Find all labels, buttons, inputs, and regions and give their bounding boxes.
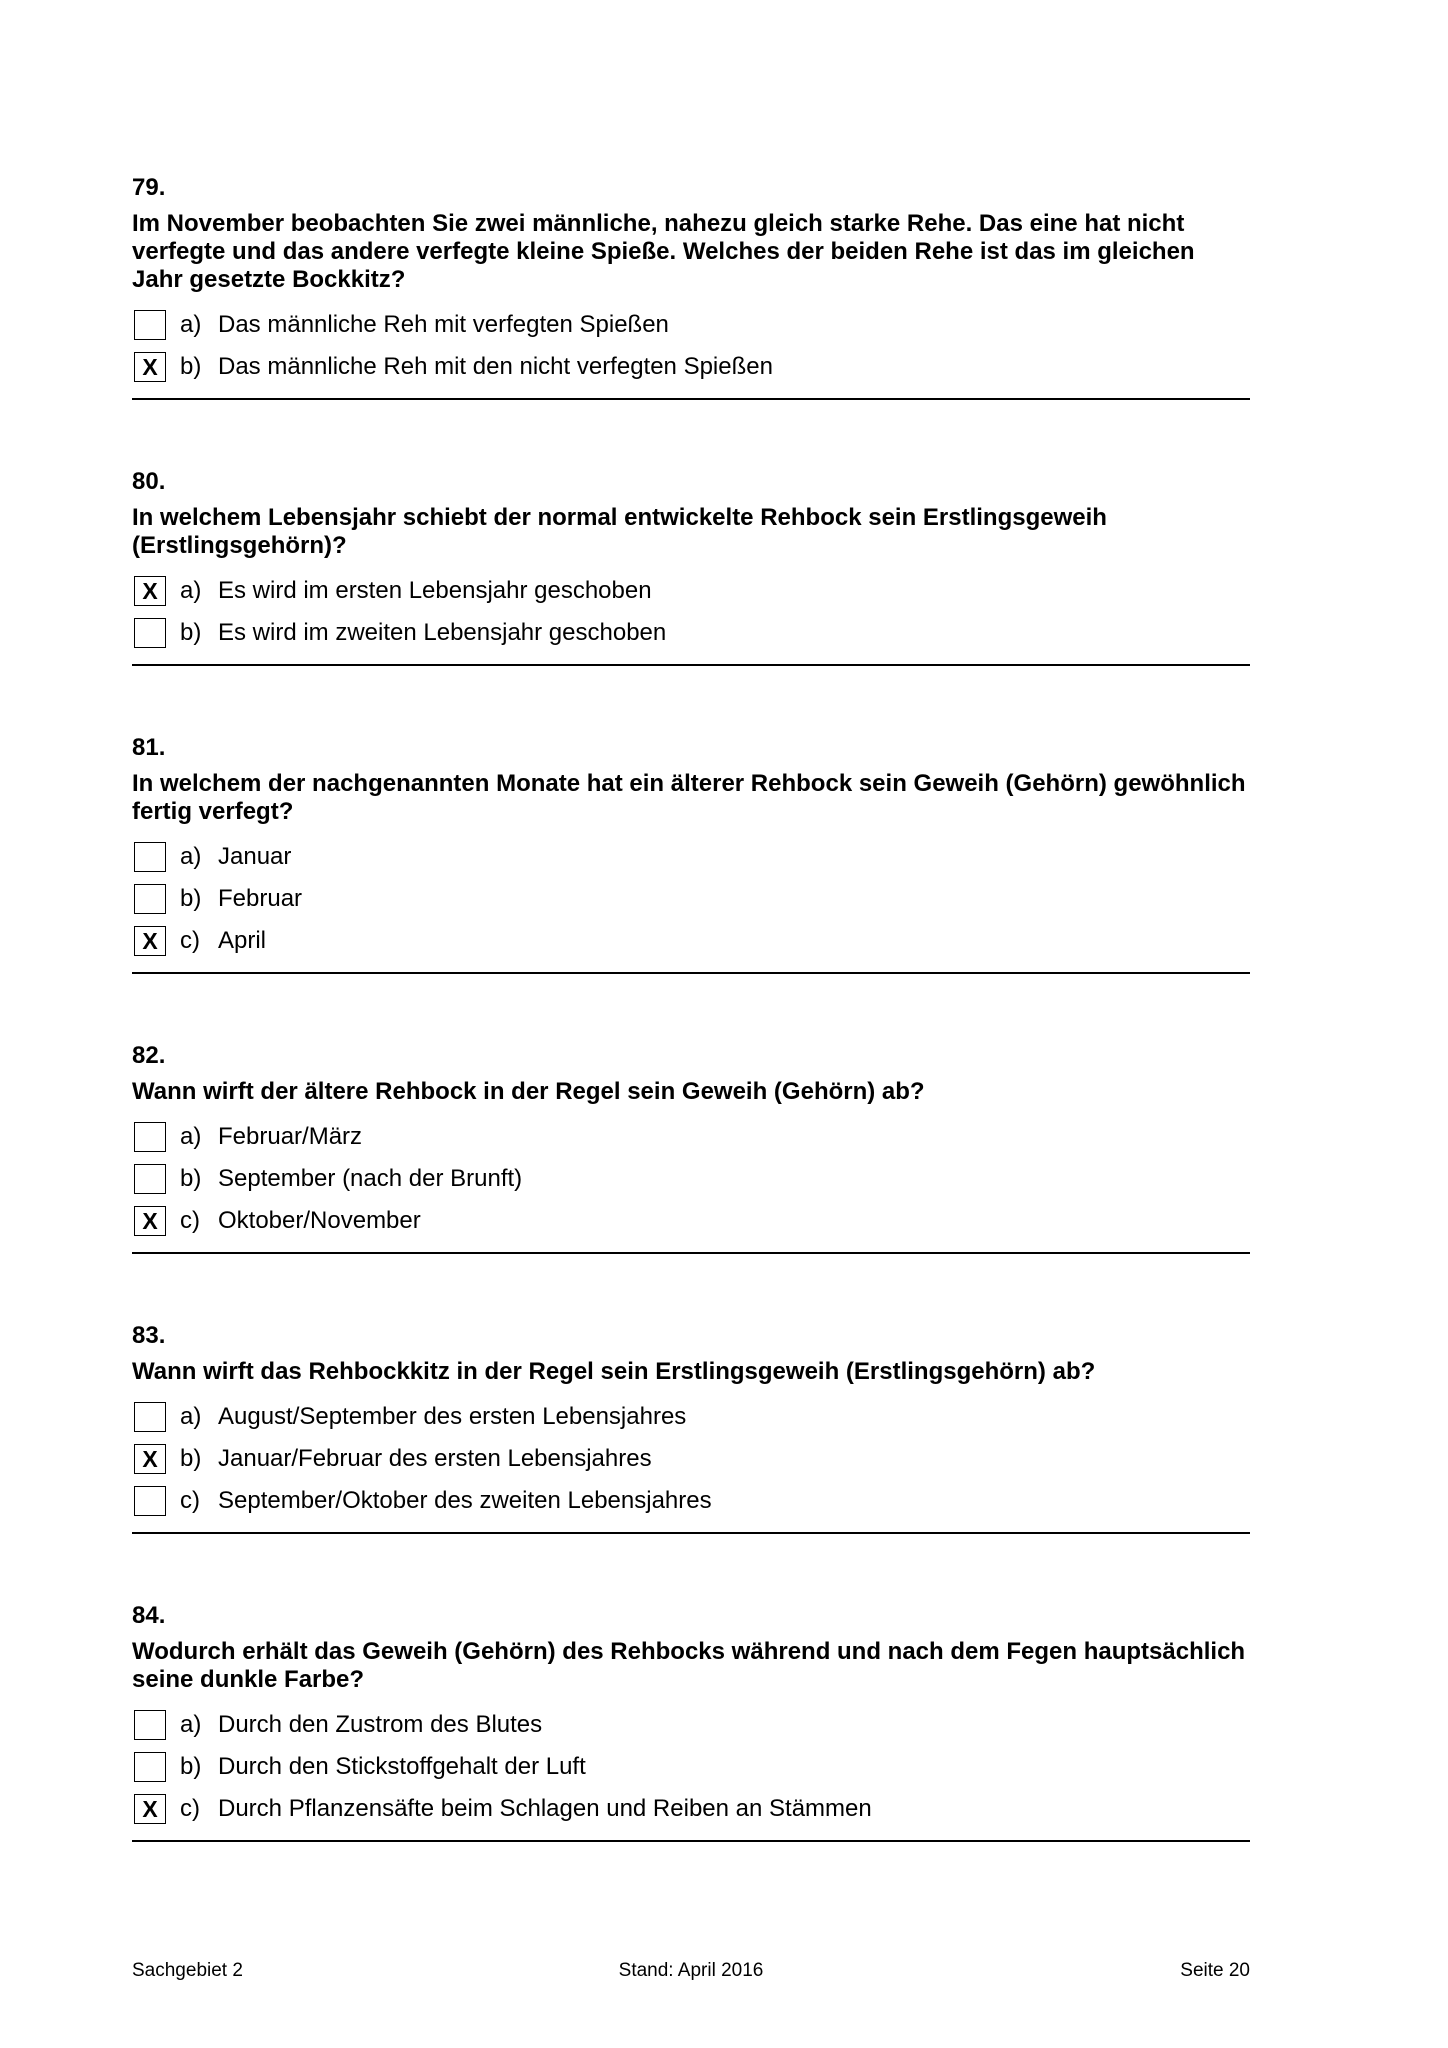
answer-option: [132, 612, 1250, 654]
footer-section-label: Sachgebiet 2: [132, 1960, 243, 1981]
option-letter: a): [180, 311, 202, 338]
answer-option: [132, 1158, 1250, 1200]
answer-option: [132, 1480, 1250, 1522]
option-letter: b): [180, 1753, 202, 1780]
answer-option: [132, 570, 1250, 612]
answer-option: [132, 1396, 1250, 1438]
option-text: Das männliche Reh mit verfegten Spießen: [218, 311, 669, 338]
question-list: [132, 174, 1250, 1910]
footer-date: Stand: April 2016: [618, 1960, 764, 1981]
question-81: [132, 734, 1250, 974]
option-letter: c): [180, 1207, 200, 1234]
question-text: Wodurch erhält das Geweih (Gehörn) des Rehbocks während und nach dem Fegen hauptsächlich seine dunkle Farbe?: [132, 1638, 1246, 1693]
answer-checkbox[interactable]: [134, 1752, 166, 1782]
question-84: [132, 1602, 1250, 1842]
answer-checkbox[interactable]: [134, 1486, 166, 1516]
answer-option: [132, 836, 1250, 878]
question-number: 84.: [132, 1602, 166, 1629]
option-text: Das männliche Reh mit den nicht verfegten Spießen: [218, 353, 773, 380]
option-letter: b): [180, 1165, 202, 1192]
question-number: 82.: [132, 1042, 166, 1069]
answer-checkbox[interactable]: [134, 842, 166, 872]
answer-checkbox[interactable]: [134, 310, 166, 340]
option-letter: c): [180, 1795, 200, 1822]
answer-option: [132, 304, 1250, 346]
answer-option: [132, 1200, 1250, 1242]
question-83: [132, 1322, 1250, 1534]
question-text: In welchem der nachgenannten Monate hat ein älterer Rehbock sein Geweih (Gehörn) gewöhnlich fertig verfegt?: [132, 770, 1246, 825]
answer-checkbox[interactable]: [134, 1122, 166, 1152]
question-79: [132, 174, 1250, 400]
question-80: [132, 468, 1250, 666]
option-letter: c): [180, 1487, 200, 1514]
option-text: September (nach der Brunft): [218, 1165, 523, 1192]
page-footer: [132, 1960, 1250, 1990]
answer-checkbox[interactable]: X: [134, 926, 166, 956]
option-text: August/September des ersten Lebensjahres: [218, 1403, 687, 1430]
option-letter: b): [180, 353, 202, 380]
answer-checkbox[interactable]: [134, 1710, 166, 1740]
option-text: September/Oktober des zweiten Lebensjahres: [218, 1487, 712, 1514]
option-text: Februar/März: [218, 1123, 363, 1150]
option-text: Februar: [218, 885, 303, 912]
option-letter: b): [180, 885, 202, 912]
question-text: Wann wirft der ältere Rehbock in der Regel sein Geweih (Gehörn) ab?: [132, 1078, 925, 1105]
option-text: Januar/Februar des ersten Lebensjahres: [218, 1445, 652, 1472]
answer-option: [132, 346, 1250, 388]
answer-option: [132, 1788, 1250, 1830]
question-text: In welchem Lebensjahr schiebt der normal entwickelte Rehbock sein Erstlingsgeweih (Erstlingsgehörn)?: [132, 504, 1107, 559]
option-text: Durch Pflanzensäfte beim Schlagen und Reiben an Stämmen: [218, 1795, 872, 1822]
option-letter: c): [180, 927, 200, 954]
option-text: Oktober/November: [218, 1207, 421, 1234]
answer-checkbox[interactable]: [134, 618, 166, 648]
answer-checkbox[interactable]: [134, 884, 166, 914]
question-number: 79.: [132, 174, 166, 201]
option-text: Durch den Zustrom des Blutes: [218, 1711, 543, 1738]
answer-checkbox[interactable]: X: [134, 1794, 166, 1824]
answer-option: [132, 1746, 1250, 1788]
question-text: Wann wirft das Rehbockkitz in der Regel sein Erstlingsgeweih (Erstlingsgehörn) ab?: [132, 1358, 1096, 1385]
option-text: April: [218, 927, 267, 954]
answer-checkbox[interactable]: X: [134, 576, 166, 606]
option-letter: a): [180, 1123, 202, 1150]
option-letter: a): [180, 1711, 202, 1738]
option-text: Durch den Stickstoffgehalt der Luft: [218, 1753, 586, 1780]
footer-page-number: Seite 20: [1180, 1960, 1250, 1981]
answer-checkbox[interactable]: [134, 1164, 166, 1194]
option-letter: a): [180, 843, 202, 870]
option-letter: b): [180, 619, 202, 646]
answer-option: [132, 1704, 1250, 1746]
answer-option: [132, 1116, 1250, 1158]
question-number: 81.: [132, 734, 166, 761]
answer-checkbox[interactable]: X: [134, 1206, 166, 1236]
option-text: Januar: [218, 843, 292, 870]
option-text: Es wird im ersten Lebensjahr geschoben: [218, 577, 652, 604]
option-letter: a): [180, 1403, 202, 1430]
answer-checkbox[interactable]: [134, 1402, 166, 1432]
answer-option: [132, 920, 1250, 962]
answer-checkbox[interactable]: X: [134, 352, 166, 382]
option-letter: a): [180, 577, 202, 604]
option-text: Es wird im zweiten Lebensjahr geschoben: [218, 619, 667, 646]
question-82: [132, 1042, 1250, 1254]
question-text: Im November beobachten Sie zwei männliche, nahezu gleich starke Rehe. Das eine hat nicht verfegte und das andere verfegte kleine Spieße. Welches der beiden Rehe ist das im gleichen Jahr gesetzte Bockkitz?: [132, 210, 1195, 293]
question-number: 83.: [132, 1322, 166, 1349]
answer-checkbox[interactable]: X: [134, 1444, 166, 1474]
answer-option: [132, 1438, 1250, 1480]
option-letter: b): [180, 1445, 202, 1472]
question-number: 80.: [132, 468, 166, 495]
answer-option: [132, 878, 1250, 920]
